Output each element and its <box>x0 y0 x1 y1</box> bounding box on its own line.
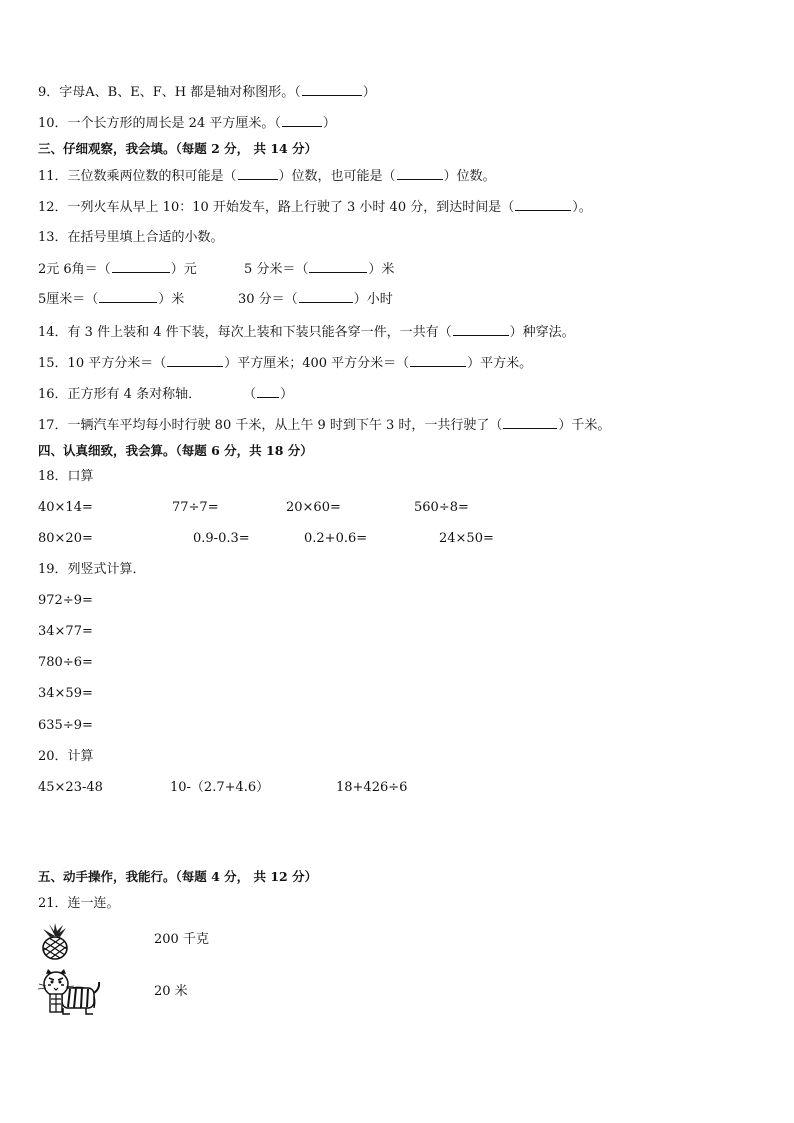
vertical-calc-item: 780÷6= <box>38 655 93 670</box>
question-11: 11．三位数乘两位数的积可能是（ ）位数，也可能是（ ）位数。 <box>38 169 496 184</box>
question-10: 10．一个长方形的周长是 24 平方厘米。（ ） <box>38 116 336 131</box>
answer-blank[interactable] <box>238 168 278 180</box>
question-21: 21．连一连。 <box>38 896 120 911</box>
answer-blank[interactable] <box>515 199 571 211</box>
oral-calc-item: 0.9-0.3= <box>193 531 250 546</box>
question-16: 16．正方形有 4 条对称轴． （ ） <box>38 387 294 402</box>
answer-blank[interactable] <box>453 324 509 336</box>
question-12: 12．一列火车从早上 10：10 开始发车，路上行驶了 3 小时 40 分，到达时间是（ ）。 <box>38 200 592 215</box>
answer-blank[interactable] <box>309 261 367 273</box>
tiger-icon <box>36 968 102 1016</box>
q13-item: 5厘米＝（ ）米 <box>38 292 185 307</box>
question-15: 15．10 平方分米＝（ ）平方厘米；400 平方分米＝（ ）平方米。 <box>38 356 533 371</box>
pineapple-icon <box>36 922 74 960</box>
answer-blank[interactable] <box>167 355 223 367</box>
oral-calc-item: 24×50= <box>439 531 494 546</box>
q13-item: 30 分＝（ ）小时 <box>238 292 393 307</box>
question-19: 19．列竖式计算． <box>38 562 146 577</box>
question-13: 13．在括号里填上合适的小数。 <box>38 230 224 245</box>
calc-item: 18+426÷6 <box>336 780 408 795</box>
oral-calc-item: 20×60= <box>286 500 341 515</box>
answer-blank[interactable] <box>257 386 279 398</box>
oral-calc-item: 560÷8= <box>414 500 469 515</box>
vertical-calc-item: 972÷9= <box>38 593 93 608</box>
vertical-calc-item: 34×77= <box>38 624 93 639</box>
answer-blank[interactable] <box>503 417 557 429</box>
answer-blank[interactable] <box>282 115 322 127</box>
answer-blank[interactable] <box>302 84 362 96</box>
match-label: 20 米 <box>154 984 188 999</box>
answer-blank[interactable] <box>299 291 353 303</box>
pineapple-picture <box>36 922 74 960</box>
calc-item: 10-（2.7+4.6） <box>170 780 270 795</box>
q13-item: 5 分米＝（ ）米 <box>244 262 395 277</box>
oral-calc-item: 80×20= <box>38 531 93 546</box>
answer-blank[interactable] <box>397 168 443 180</box>
tiger-picture <box>36 968 102 1016</box>
vertical-calc-item: 635÷9= <box>38 718 93 733</box>
oral-calc-item: 40×14= <box>38 500 93 515</box>
question-20: 20．计算 <box>38 749 94 764</box>
section-5-heading: 五、动手操作，我能行。（每题 4 分， 共 12 分） <box>38 869 318 884</box>
question-9: 9．字母A、B、E、F、H 都是轴对称图形。（ ） <box>38 85 376 100</box>
section-3-heading: 三、仔细观察，我会填。（每题 2 分， 共 14 分） <box>38 141 318 156</box>
answer-blank[interactable] <box>410 355 466 367</box>
calc-item: 45×23-48 <box>38 780 103 795</box>
answer-blank[interactable] <box>112 261 170 273</box>
match-label: 200 千克 <box>154 932 209 947</box>
question-18: 18．口算 <box>38 469 94 484</box>
oral-calc-item: 77÷7= <box>172 500 219 515</box>
question-17: 17．一辆汽车平均每小时行驶 80 千米，从上午 9 时到下午 3 时，一共行驶了（ ）千米。 <box>38 418 611 433</box>
q13-item: 2元 6角＝（ ）元 <box>38 262 197 277</box>
answer-blank[interactable] <box>99 291 157 303</box>
oral-calc-item: 0.2+0.6= <box>304 531 368 546</box>
vertical-calc-item: 34×59= <box>38 686 93 701</box>
section-4-heading: 四、认真细致，我会算。（每题 6 分，共 18 分） <box>38 443 313 458</box>
question-14: 14．有 3 件上装和 4 件下装，每次上装和下装只能各穿一件，一共有（ ）种穿法。 <box>38 325 575 340</box>
